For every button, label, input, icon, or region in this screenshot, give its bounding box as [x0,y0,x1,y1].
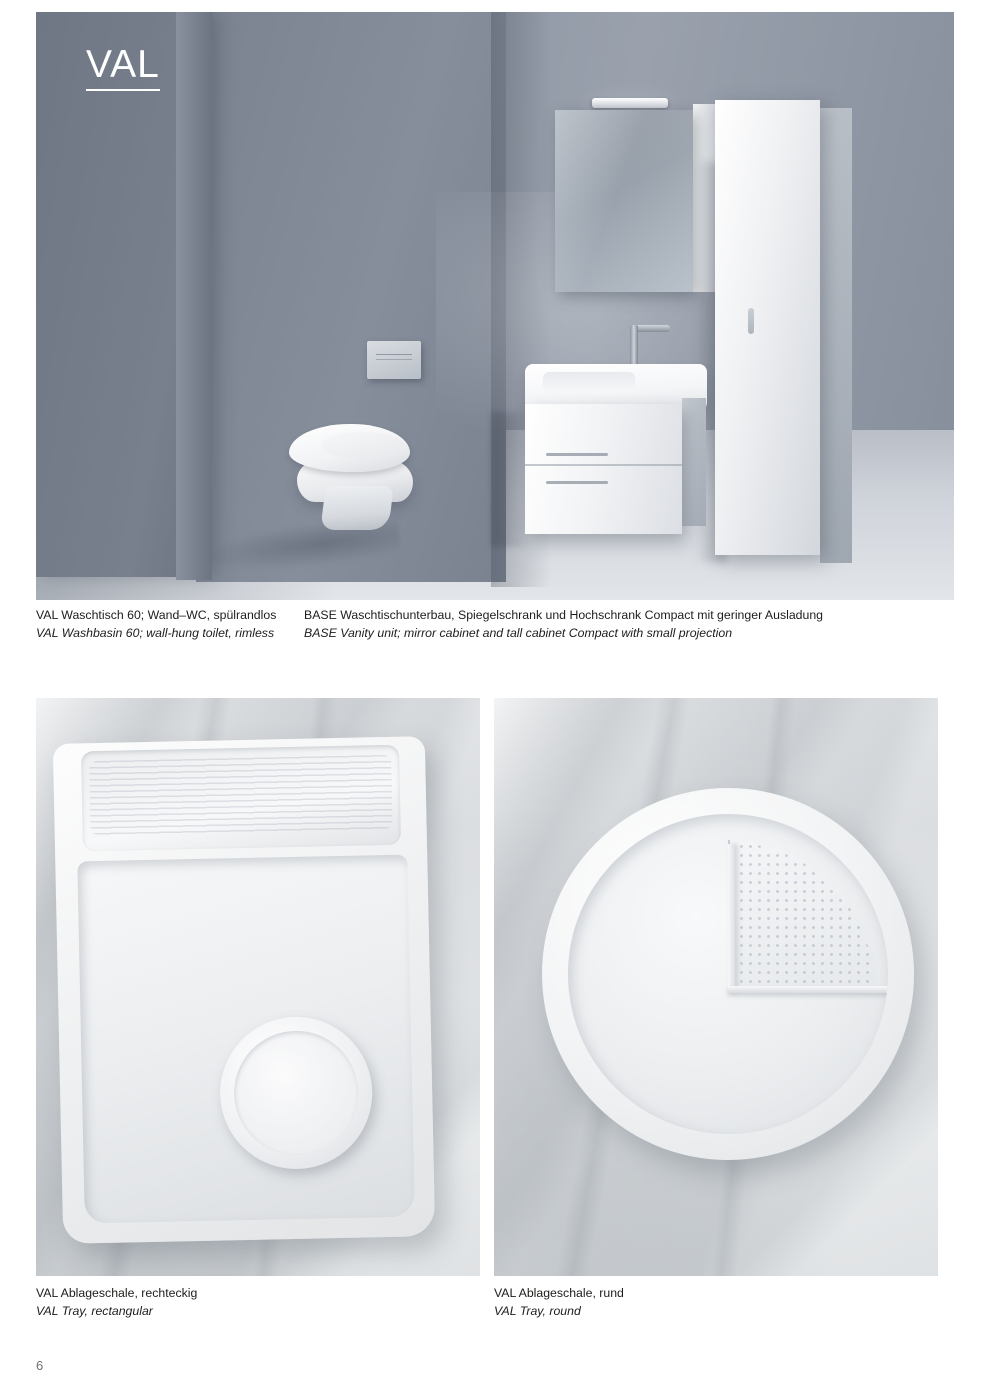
washbasin-bowl [543,372,635,392]
hero-caption-right [304,606,954,642]
hero-caption-left-en: VAL Washbasin 60; wall-hung toilet, rimless [36,626,275,640]
tall-cabinet [715,100,820,555]
partition-wall-edge [176,12,212,580]
vanity-unit [525,404,682,534]
hero-caption-right-en: BASE Vanity unit; mirror cabinet and tall cabinet Compact with small projection [304,626,733,640]
faucet-body [630,325,638,367]
flush-plate [367,341,421,379]
hero-caption-left [36,606,304,642]
page-number: 6 [36,1358,44,1373]
mirror-cabinet-lamp [592,98,668,108]
product-caption-round-en: VAL Tray, round [494,1304,581,1318]
round-tray-dot-texture [728,842,874,988]
product-photo-round-tray [494,698,938,1276]
round-tray-divider-horizontal [728,986,888,993]
vanity-unit-side-panel [682,398,706,526]
vanity-drawer-gap [525,464,682,466]
page-title: VAL [86,42,160,91]
product-caption-rectangular-de: VAL Ablageschale, rechteckig [36,1286,198,1300]
toilet-seat [289,424,410,472]
wall-hung-toilet [275,424,410,524]
rectangular-tray [53,736,435,1244]
product-caption-round-de: VAL Ablageschale, rund [494,1286,624,1300]
product-caption-rectangular-en: VAL Tray, rectangular [36,1304,153,1318]
round-tray-well [568,814,888,1134]
mirror-cabinet [555,110,693,292]
product-caption-round [494,1284,624,1320]
product-photo-rectangular-tray [36,698,480,1276]
tall-cabinet-side-panel [820,108,852,563]
hero-bathroom-photo [36,12,954,600]
vanity-drawer-handle-bottom [546,481,608,484]
tall-cabinet-handle [748,308,754,334]
toilet-skirt [320,486,393,530]
vanity-drawer-handle-top [546,453,608,456]
tray-ribbed-compartment [81,745,401,852]
round-tray [542,788,914,1160]
toilet-seat-opening [321,432,405,459]
mirror-reflection [555,110,693,292]
round-tray-divider-vertical [728,844,735,992]
hero-caption-right-de: BASE Waschtischunterbau, Spiegelschrank und Hochschrank Compact mit geringer Ausladung [304,608,824,622]
product-caption-rectangular [36,1284,197,1320]
hero-caption-left-de: VAL Waschtisch 60; Wand–WC, spülrandlos [36,608,277,622]
